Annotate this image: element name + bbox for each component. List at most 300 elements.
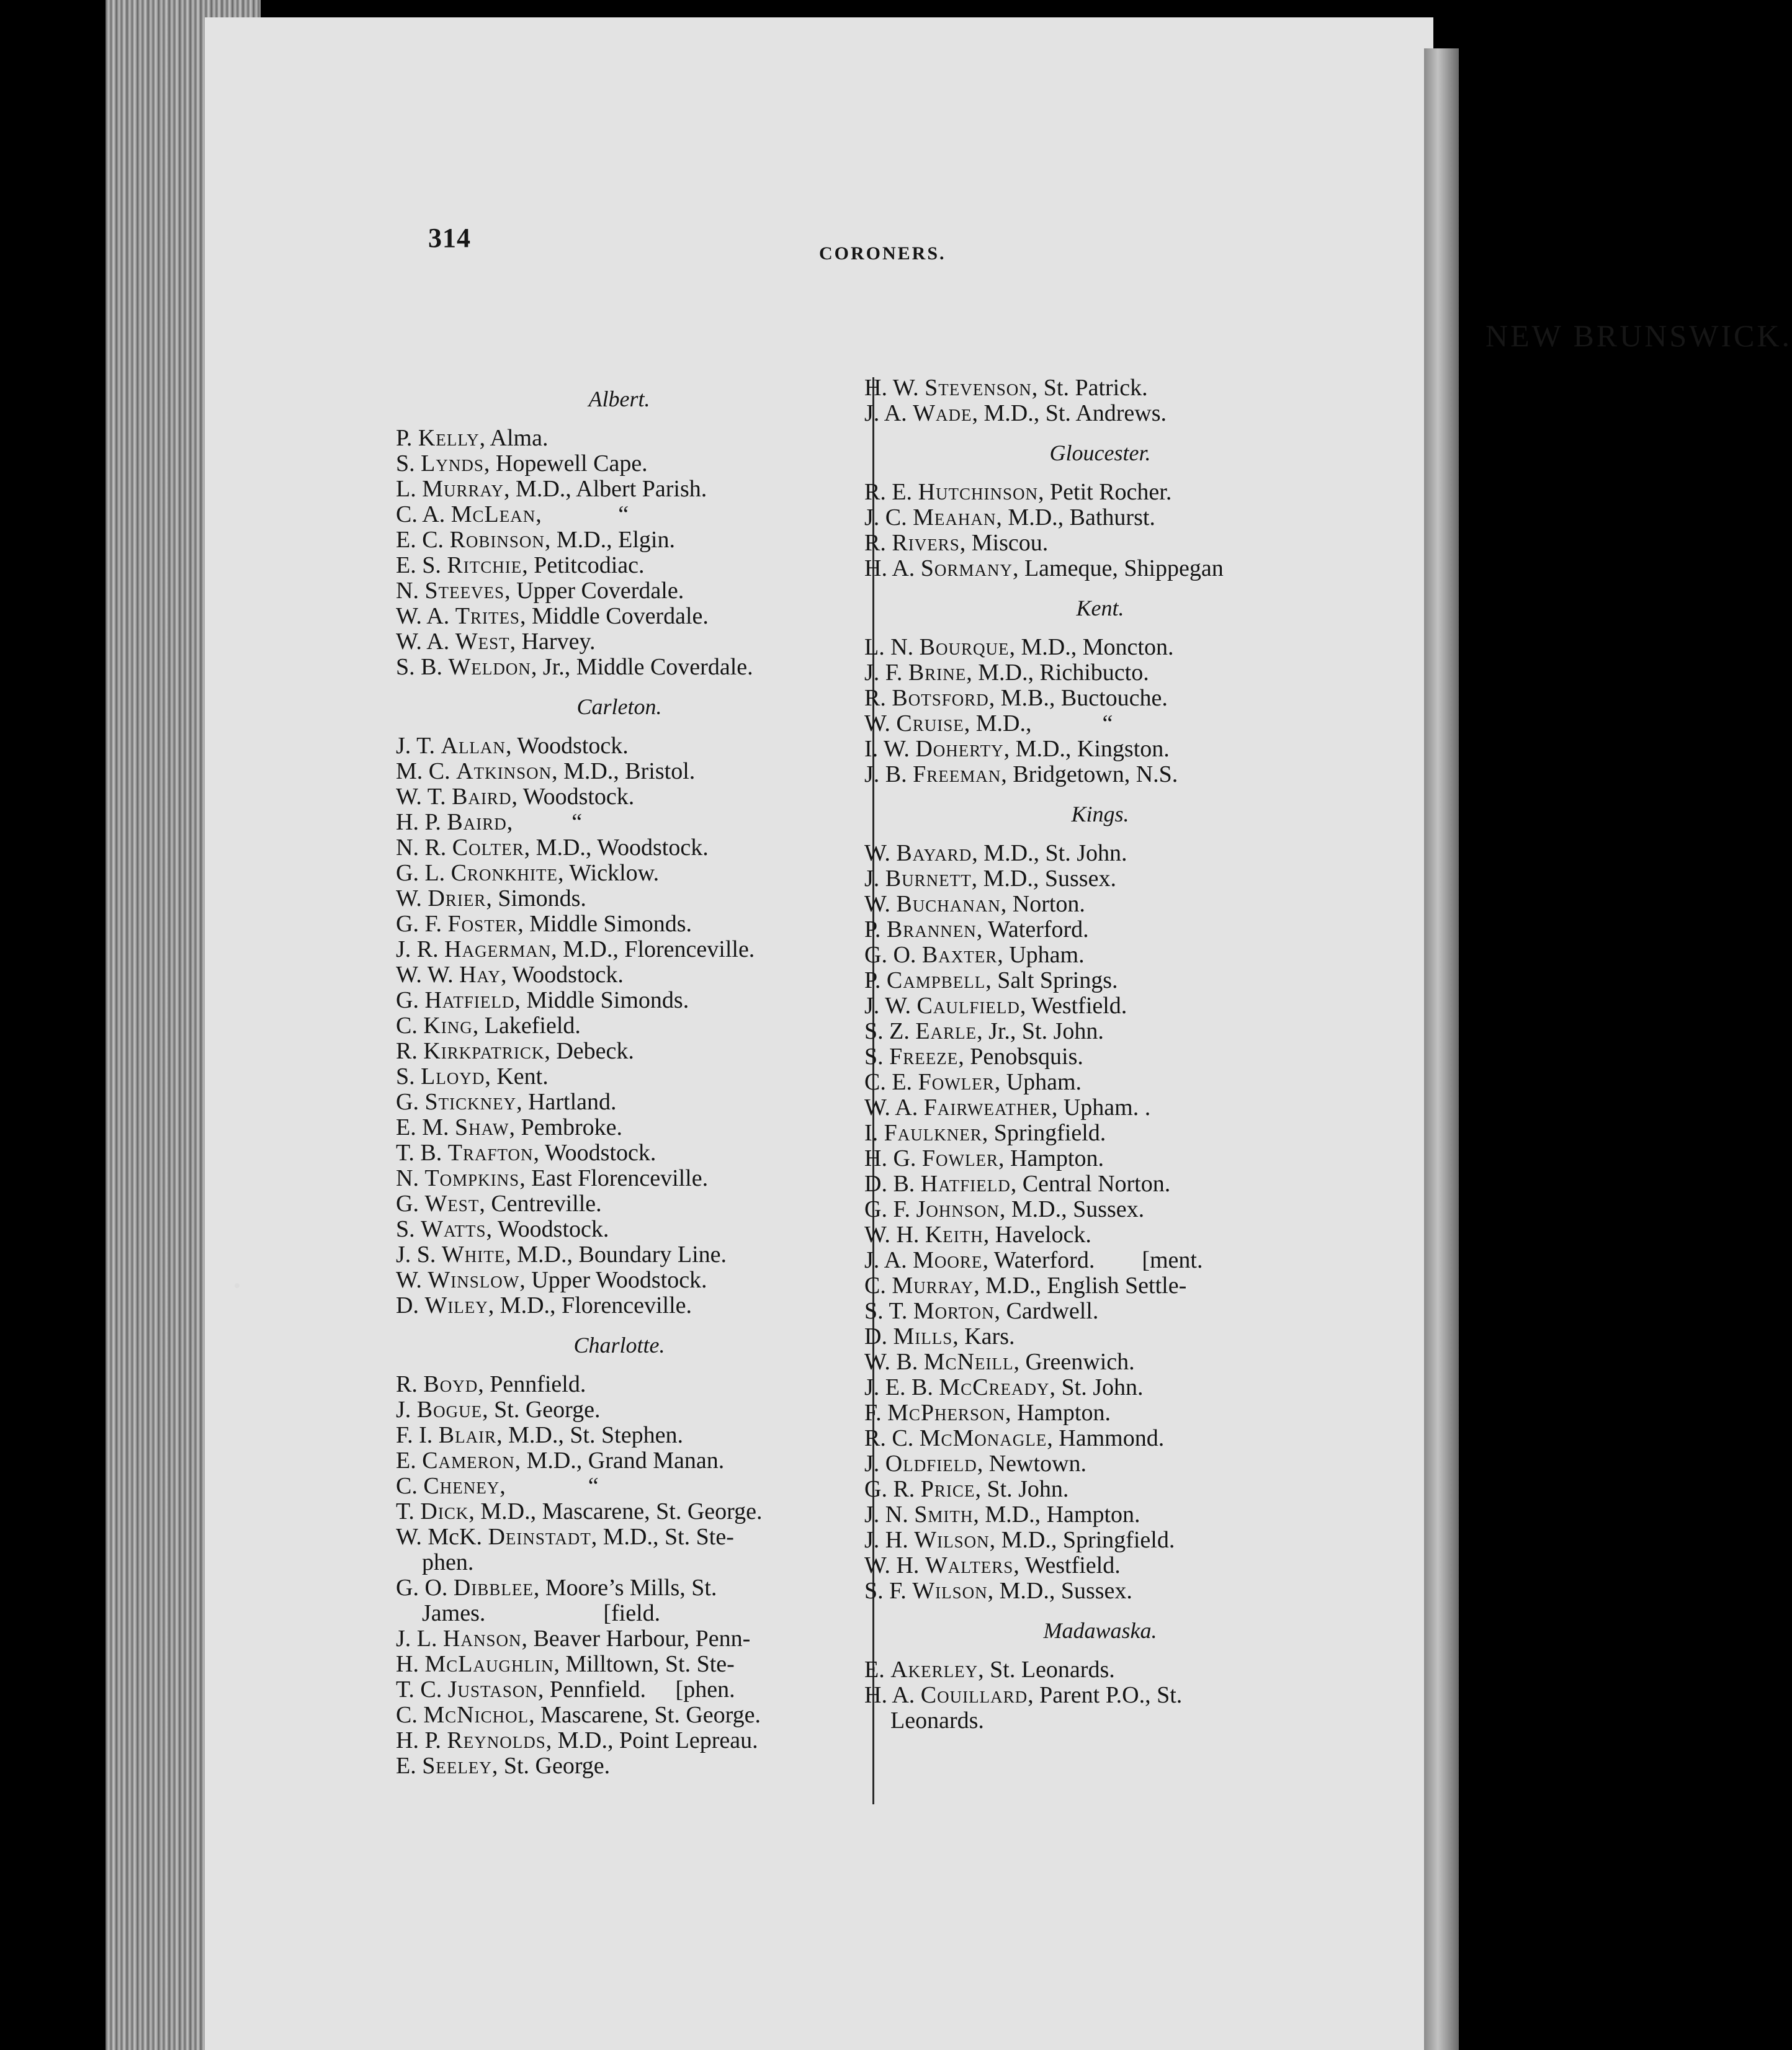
details: , “	[535, 501, 629, 527]
initials: C.	[864, 1273, 892, 1299]
initials: G. O.	[396, 1575, 454, 1601]
initials: P.	[864, 916, 887, 942]
coroner-entry	[864, 1657, 1336, 1683]
coroner-entry	[864, 1044, 1336, 1070]
coroner-entry	[396, 759, 843, 784]
coroner-entry	[864, 711, 1336, 736]
coroner-entry	[864, 1019, 1336, 1044]
surname: Cronkhite	[450, 860, 558, 886]
initials: D.	[864, 1323, 894, 1350]
initials: G.	[396, 1191, 425, 1217]
surname: Drier	[428, 885, 486, 911]
surname: Wilson	[914, 1527, 990, 1553]
surname: West	[424, 1191, 480, 1217]
initials: J. E. B.	[864, 1374, 939, 1400]
surname: Trites	[455, 603, 520, 629]
details: , St. Patrick.	[1031, 375, 1148, 401]
initials: R. C.	[864, 1425, 920, 1451]
initials: M. C.	[396, 758, 457, 784]
initials: C.	[396, 1473, 424, 1499]
coroner-entry	[396, 527, 843, 553]
details: , Miscou.	[959, 530, 1049, 556]
surname: McNeill	[923, 1349, 1014, 1375]
surname: Cheney	[423, 1473, 500, 1499]
details: , Alma.	[479, 425, 549, 451]
details: , Woodstock.	[486, 1216, 609, 1242]
details: , Greenwich.	[1013, 1349, 1135, 1375]
coroner-entry	[864, 1146, 1336, 1171]
surname: Reynolds	[447, 1727, 546, 1753]
initials: E. M.	[396, 1114, 455, 1140]
surname: Fowler	[921, 1145, 999, 1171]
coroner-entry	[396, 1217, 843, 1242]
surname: Cruise	[896, 710, 964, 736]
details: , Waterford. [ment.	[982, 1247, 1203, 1273]
surname: Mills	[893, 1323, 953, 1350]
surname: Shaw	[455, 1114, 509, 1140]
surname: Kelly	[418, 425, 480, 451]
coroner-entry	[864, 892, 1336, 917]
surname: Deinstadt	[488, 1524, 591, 1550]
details: , M.D., Albert Parish.	[504, 476, 707, 502]
coroner-entry	[396, 1499, 843, 1524]
initials: G. L.	[396, 860, 451, 886]
surname: Kirkpatrick	[423, 1038, 545, 1064]
details: , Cardwell.	[994, 1298, 1099, 1324]
coroner-entry	[396, 578, 843, 604]
details: , M.B., Buctouche.	[988, 685, 1168, 711]
initials: R.	[864, 685, 892, 711]
coroner-entry	[396, 1601, 843, 1626]
surname: Fairweather	[923, 1094, 1052, 1121]
details: , “	[500, 1473, 599, 1499]
surname: Weldon	[448, 654, 531, 680]
details: , M.D., Grand Manan.	[514, 1448, 725, 1474]
details: , St. George.	[482, 1397, 601, 1423]
initials: R.	[396, 1371, 424, 1397]
surname: Walters	[925, 1552, 1014, 1578]
details: , M.D., Elgin.	[544, 527, 675, 553]
surname: Hutchinson	[918, 479, 1039, 505]
page-number: 314	[428, 223, 471, 253]
coroner-entry	[864, 1171, 1336, 1197]
coroner-entry	[864, 968, 1336, 993]
initials: T. B.	[396, 1140, 448, 1166]
coroner-entry	[864, 762, 1336, 787]
initials: W. H.	[864, 1552, 925, 1578]
surname: Earle	[915, 1018, 977, 1044]
surname: Freeze	[889, 1044, 959, 1070]
initials: J. N.	[864, 1502, 915, 1528]
county-heading: Charlotte.	[573, 1333, 665, 1358]
coroner-entry	[396, 988, 843, 1013]
details: , Upham.	[994, 1069, 1082, 1095]
initials: L. N.	[864, 634, 920, 660]
coroner-entry	[396, 962, 843, 988]
initials: J. B.	[864, 761, 913, 787]
initials: W.	[864, 710, 897, 736]
initials: J. F.	[864, 660, 908, 686]
initials: C.	[396, 1013, 424, 1039]
initials: H. A.	[864, 1682, 921, 1708]
coroner-entry	[396, 1703, 843, 1728]
details: , St. Leonards.	[978, 1657, 1115, 1683]
coroner-entry	[864, 1502, 1336, 1528]
initials: J.	[396, 1397, 417, 1423]
surname: Cameron	[422, 1448, 515, 1474]
coroner-entry	[864, 1553, 1336, 1578]
surname: Bayard	[896, 840, 972, 866]
details: , Salt Springs.	[985, 967, 1118, 993]
initials: W. McK.	[396, 1524, 488, 1550]
surname: Brine	[908, 660, 967, 686]
details: , Pennfield. [phen.	[537, 1676, 735, 1703]
coroner-entry	[864, 635, 1336, 660]
initials: W. H.	[864, 1222, 925, 1248]
details: phen.	[422, 1549, 474, 1575]
surname: Fowler	[918, 1069, 995, 1095]
coroner-entry	[864, 480, 1336, 505]
initials: T. C.	[396, 1676, 448, 1703]
initials: J.	[864, 1451, 885, 1477]
coroner-entry	[396, 604, 843, 629]
coroner-entry	[396, 1268, 843, 1293]
details: , Harvey.	[509, 629, 596, 655]
coroner-entry	[396, 502, 843, 527]
surname: McLean	[450, 501, 536, 527]
surname: McPherson	[887, 1400, 1006, 1426]
details: , M.D., “	[964, 710, 1113, 736]
initials: G. O.	[864, 942, 922, 968]
details: , Middle Simonds.	[517, 911, 692, 937]
initials: F.	[864, 1400, 888, 1426]
details: , M.D., Mascarene, St. George.	[468, 1498, 763, 1524]
initials: S.	[396, 1063, 421, 1090]
coroner-entry	[864, 1273, 1336, 1299]
surname: Brannen	[886, 916, 977, 942]
coroner-entry	[396, 1293, 843, 1318]
surname: McCready	[939, 1374, 1050, 1400]
initials: S. F.	[864, 1578, 913, 1604]
coroner-entry	[396, 1423, 843, 1448]
coroner-entry	[864, 917, 1336, 942]
coroner-entry	[864, 1095, 1336, 1121]
surname: McLaughlin	[424, 1651, 554, 1677]
initials: E. C.	[396, 527, 450, 553]
coroner-entry	[396, 1090, 843, 1115]
coroner-entry	[864, 993, 1336, 1019]
initials: W. W.	[396, 962, 460, 988]
initials: J. C.	[864, 504, 913, 530]
details: , M.D., Kingston.	[1003, 736, 1170, 762]
coroner-entry	[396, 1575, 843, 1601]
coroner-entry	[864, 736, 1336, 762]
initials: C.	[396, 1702, 424, 1728]
coroner-entry	[396, 1753, 843, 1779]
coroner-entry	[396, 1677, 843, 1703]
initials: D. B.	[864, 1171, 921, 1197]
initials: S. B.	[396, 654, 449, 680]
initials: G. F.	[864, 1196, 916, 1222]
initials: S.	[396, 450, 421, 477]
initials: J. S.	[396, 1242, 442, 1268]
details: , M.D., Florenceville.	[551, 936, 755, 962]
details: , St. John.	[1049, 1374, 1144, 1400]
surname: Buchanan	[896, 891, 1001, 917]
coroner-entry	[396, 911, 843, 937]
coroner-entry	[396, 1397, 843, 1423]
surname: McMonagle	[919, 1425, 1047, 1451]
initials: W. A.	[396, 629, 455, 655]
details: , M.D., Sussex.	[971, 866, 1116, 892]
surname: Winslow	[428, 1267, 520, 1293]
surname: Hanson	[443, 1626, 522, 1652]
initials: R.	[864, 530, 892, 556]
details: Leonards.	[890, 1708, 984, 1734]
surname: Baird	[447, 809, 507, 835]
coroner-entry	[396, 1064, 843, 1090]
surname: Lloyd	[421, 1063, 485, 1090]
details: , Jr., St. John.	[977, 1018, 1104, 1044]
details: , Havelock.	[983, 1222, 1091, 1248]
coroner-entry	[396, 426, 843, 451]
coroner-entry	[864, 505, 1336, 530]
coroner-entry	[396, 937, 843, 962]
initials: G. R.	[864, 1476, 921, 1502]
coroner-entry	[396, 1652, 843, 1677]
details: , Bridgetown, N.S.	[1001, 761, 1178, 787]
initials: H. P.	[396, 1727, 447, 1753]
details: , M.D., Woodstock.	[524, 835, 709, 861]
details: , Petitcodiac.	[522, 552, 645, 578]
details: , East Florenceville.	[519, 1165, 709, 1191]
details: , Lakefield.	[472, 1013, 581, 1039]
details: , Hampton.	[998, 1145, 1104, 1171]
coroner-entry	[864, 1299, 1336, 1324]
county-heading: Gloucester.	[1049, 441, 1151, 465]
coroner-entry	[864, 1426, 1336, 1451]
details: , M.D., Florenceville.	[488, 1292, 692, 1318]
coroner-entry	[396, 861, 843, 886]
details: , M.D., Point Lepreau.	[545, 1727, 758, 1753]
details: , Upham.	[997, 942, 1085, 968]
surname: Atkinson	[456, 758, 552, 784]
initials: H. P.	[396, 809, 447, 835]
initials: N.	[396, 578, 425, 604]
details: , St. John.	[975, 1476, 1069, 1502]
initials: S.	[864, 1044, 890, 1070]
coroner-entry	[396, 1550, 843, 1575]
surname: Akerley	[890, 1657, 979, 1683]
surname: Keith	[925, 1222, 983, 1248]
surname: Baxter	[921, 942, 998, 968]
initials: J. T.	[396, 733, 441, 759]
coroner-entry	[864, 1350, 1336, 1375]
details: , Upper Coverdale.	[504, 578, 684, 604]
county-heading: Carleton.	[576, 694, 662, 719]
details: , Westfield.	[1019, 993, 1127, 1019]
initials: W.	[396, 1267, 428, 1293]
surname: Seeley	[422, 1753, 492, 1779]
initials: G.	[396, 987, 425, 1013]
surname: Hay	[459, 962, 501, 988]
details: , M.D., English Settle-	[974, 1273, 1187, 1299]
coroner-entry	[396, 1242, 843, 1268]
initials: W.	[864, 840, 897, 866]
initials: G. F.	[396, 911, 448, 937]
initials: D.	[396, 1292, 425, 1318]
surname: Couillard	[920, 1682, 1028, 1708]
details: , M.D., St. John.	[972, 840, 1127, 866]
coroner-entry	[864, 841, 1336, 866]
coroner-entry	[396, 810, 843, 835]
coroner-entry	[396, 1115, 843, 1140]
initials: I.	[864, 1120, 884, 1146]
surname: Smith	[914, 1502, 974, 1528]
coroner-entry	[864, 1683, 1336, 1708]
coroner-entry	[864, 1324, 1336, 1350]
left-column	[396, 372, 843, 1779]
details: , M.D., St. Ste-	[591, 1524, 734, 1550]
initials: W.	[396, 885, 428, 911]
county-heading: Albert.	[588, 387, 650, 411]
surname: Stevenson	[925, 375, 1032, 401]
initials: P.	[864, 967, 887, 993]
coroner-entry	[396, 451, 843, 477]
coroner-entry	[396, 886, 843, 911]
coroner-entry	[396, 1728, 843, 1753]
initials: W. B.	[864, 1349, 924, 1375]
coroner-entry	[864, 1121, 1336, 1146]
details: , Norton.	[1000, 891, 1085, 917]
details: , Middle Simonds.	[514, 987, 689, 1013]
initials: P.	[396, 425, 418, 451]
details: , Upham. .	[1051, 1094, 1151, 1121]
initials: H. G.	[864, 1145, 922, 1171]
initials: J. W.	[864, 993, 917, 1019]
coroner-entry	[396, 477, 843, 502]
surname: Lynds	[421, 450, 484, 477]
initials: H. W.	[864, 375, 925, 401]
surname: Morton	[913, 1298, 995, 1324]
surname: Colter	[452, 835, 524, 861]
details: , M.D., Bristol.	[552, 758, 696, 784]
surname: Robinson	[449, 527, 545, 553]
surname: Oldfield	[885, 1451, 977, 1477]
details: , Woodstock.	[533, 1140, 656, 1166]
initials: W. T.	[396, 784, 452, 810]
details: , Hartland.	[516, 1089, 617, 1115]
coroner-entry	[864, 1375, 1336, 1400]
surname: Tompkins	[424, 1165, 520, 1191]
surname: Allan	[441, 733, 506, 759]
coroner-entry	[864, 556, 1336, 581]
coroner-entry	[396, 655, 843, 680]
details: , M.D., Hampton.	[973, 1502, 1140, 1528]
coroner-entry	[864, 1477, 1336, 1502]
details: , Milltown, St. Ste-	[553, 1651, 735, 1677]
coroner-entry	[864, 1451, 1336, 1477]
coroner-entry	[864, 1248, 1336, 1273]
coroner-entry	[396, 1372, 843, 1397]
scan-speck	[235, 1283, 240, 1288]
surname: Dibblee	[453, 1575, 534, 1601]
surname: Bogue	[416, 1397, 483, 1423]
surname: Wiley	[424, 1292, 488, 1318]
initials: R.	[396, 1038, 424, 1064]
coroner-entry	[396, 835, 843, 861]
surname: Stickney	[424, 1089, 517, 1115]
initials: J. A.	[864, 400, 913, 426]
initials: W.	[864, 891, 897, 917]
surname: Sormany	[920, 555, 1013, 581]
details: , Penobsquis.	[958, 1044, 1083, 1070]
initials: F. I.	[396, 1422, 439, 1448]
initials: W. A.	[396, 603, 455, 629]
details: , Simonds.	[486, 885, 586, 911]
coroner-entry	[864, 1197, 1336, 1222]
details: , M.D., Boundary Line.	[505, 1242, 727, 1268]
coroner-entry	[396, 1524, 843, 1550]
surname: Trafton	[447, 1140, 534, 1166]
coroner-entry	[396, 1626, 843, 1652]
surname: Freeman	[913, 761, 1001, 787]
details: , Hopewell Cape.	[483, 450, 648, 477]
coroner-entry	[864, 1708, 1336, 1734]
details: , Woodstock.	[505, 733, 629, 759]
details: , Middle Coverdale.	[519, 603, 709, 629]
details: , M.D., Sussex.	[987, 1578, 1132, 1604]
details: , M.D., Springfield.	[989, 1527, 1175, 1553]
details: , Westfield.	[1013, 1552, 1121, 1578]
details: , St. George.	[491, 1753, 611, 1779]
surname: Price	[920, 1476, 975, 1502]
details: , Pennfield.	[478, 1371, 586, 1397]
details: , Beaver Harbour, Penn-	[521, 1626, 751, 1652]
surname: Meahan	[913, 504, 997, 530]
initials: C. A.	[396, 501, 451, 527]
county-heading: Madawaska.	[1043, 1618, 1157, 1643]
coroner-entry	[396, 733, 843, 759]
coroner-entry	[864, 942, 1336, 968]
details: , Lameque, Shippegan	[1012, 555, 1224, 581]
surname: Ritchie	[447, 552, 522, 578]
coroner-entry	[396, 629, 843, 655]
surname: Wade	[913, 400, 972, 426]
coroner-entry	[864, 866, 1336, 892]
scan-background	[1459, 0, 1521, 2050]
coroner-entry	[864, 401, 1336, 426]
surname: Hagerman	[444, 936, 552, 962]
initials: N.	[396, 1165, 425, 1191]
coroner-entry	[864, 660, 1336, 686]
details: , Kent.	[485, 1063, 549, 1090]
surname: Wilson	[912, 1578, 988, 1604]
coroner-entry	[396, 1474, 843, 1499]
details: , M.D., Sussex.	[999, 1196, 1145, 1222]
initials: S.	[396, 1216, 421, 1242]
initials: G.	[396, 1089, 425, 1115]
surname: Blair	[438, 1422, 497, 1448]
coroner-entry	[396, 1140, 843, 1166]
right-column	[864, 375, 1336, 1734]
coroner-entry	[396, 784, 843, 810]
surname: Justason	[447, 1676, 538, 1703]
surname: White	[441, 1242, 506, 1268]
coroner-entry	[396, 553, 843, 578]
initials: T.	[396, 1498, 421, 1524]
surname: King	[423, 1013, 473, 1039]
